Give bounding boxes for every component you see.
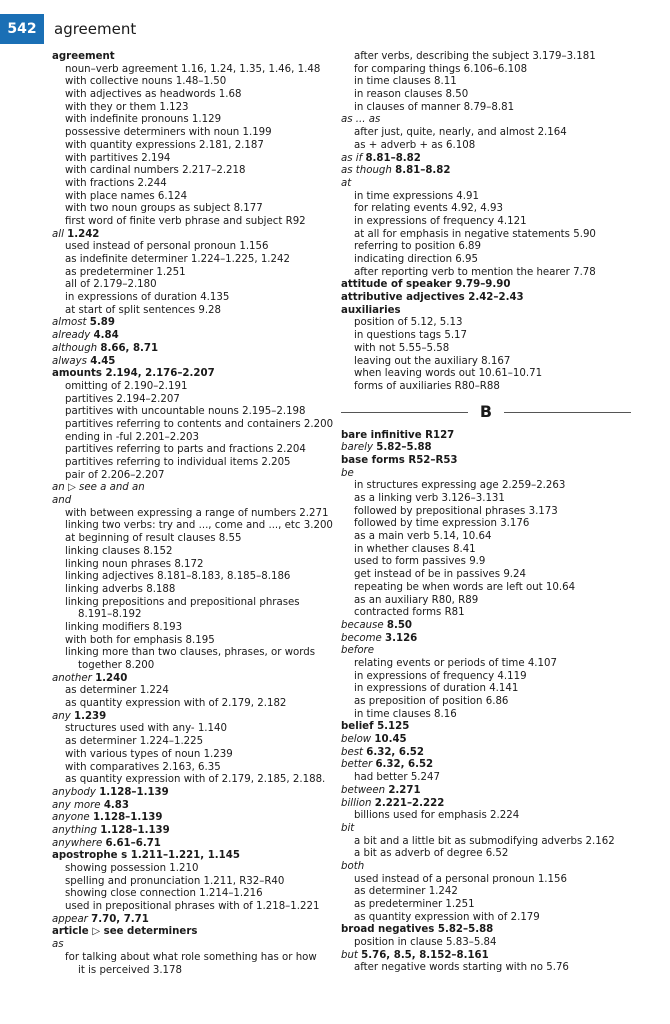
index-entry: noun–verb agreement 1.16, 1.24, 1.35, 1.46, 1.48 — [65, 63, 321, 75]
entry-reference: 8.66, 8.71 — [100, 342, 159, 354]
index-entry: as indefinite determiner 1.224–1.225, 1.242 — [65, 254, 290, 265]
index-entry: before — [341, 645, 375, 657]
index-entry: with indefinite pronouns 1.129 — [65, 114, 222, 126]
entry-headword: but — [341, 949, 358, 961]
right-column-top — [341, 51, 631, 394]
index-entry: with not 5.55–5.58 — [354, 342, 450, 354]
index-entry — [341, 785, 631, 798]
index-entry: with partitives 2.194 — [65, 152, 171, 164]
index-entry: used to form passives 9.9 — [354, 556, 486, 568]
index-entry: 8.191–8.192 — [78, 609, 142, 621]
page-number: 542 — [0, 14, 44, 44]
entry-reference: 6.32, 6.52 — [366, 746, 424, 758]
entry-headword: as if — [341, 152, 363, 164]
index-entry — [52, 356, 322, 369]
index-entry: as predeterminer 1.251 — [354, 899, 475, 910]
index-entry: linking more than two clauses, phrases, or words — [65, 647, 316, 659]
index-entry: first word of finite verb phrase and subject R92 — [65, 215, 306, 227]
index-entry: used instead of personal pronoun 1.156 — [65, 241, 269, 253]
index-entry: contracted forms R81 — [354, 607, 465, 619]
index-entry: both — [341, 860, 365, 872]
index-entry: as — [52, 939, 64, 951]
right-column — [341, 51, 631, 975]
entry-headword: barely — [341, 442, 374, 454]
entry-headword: below — [341, 734, 372, 746]
index-entry: as determiner 1.224–1.225 — [65, 736, 204, 748]
index-entry: linking modifiers 8.193 — [65, 621, 183, 633]
index-entry — [52, 343, 322, 356]
entry-headword: best — [341, 746, 364, 758]
index-entry: linking clauses 8.152 — [65, 545, 173, 557]
index-entry: repeating be when words are left out 10.64 — [354, 581, 576, 593]
entry-headword: any more — [52, 799, 101, 811]
entry-reference: 2.271 — [388, 784, 421, 796]
entry-headword: billion — [341, 797, 372, 809]
entry-headword: become — [341, 632, 382, 644]
index-entry — [52, 673, 322, 686]
index-entry: billions used for emphasis 2.224 — [354, 810, 520, 822]
entry-reference: 1.239 — [73, 710, 107, 722]
index-entry: belief 5.125 — [341, 721, 410, 733]
index-entry — [341, 620, 631, 633]
index-entry: in time clauses 8.16 — [354, 708, 457, 720]
entry-reference: 5.76, 8.5, 8.152–8.161 — [361, 949, 489, 961]
index-entry — [341, 759, 631, 772]
index-entry: relating events or periods of time 4.107 — [354, 657, 557, 669]
index-entry: as a main verb 5.14, 10.64 — [354, 531, 492, 543]
index-entry: with cardinal numbers 2.217–2.218 — [65, 165, 246, 177]
index-entry: followed by prepositional phrases 3.173 — [354, 505, 558, 517]
index-entry: get instead of be in passives 9.24 — [354, 569, 527, 581]
index-entry: partitives referring to contents and containers 2.200 — [65, 418, 334, 430]
index-entry: possessive determiners with noun 1.199 — [65, 127, 272, 139]
index-entry — [341, 633, 631, 646]
index-entry: as determiner 1.242 — [354, 886, 458, 898]
index-entry: structures used with any- 1.140 — [65, 723, 227, 735]
entry-headword: anywhere — [52, 837, 103, 849]
entry-reference: 1.242 — [67, 228, 100, 240]
index-entry: after verbs, describing the subject 3.179–3.181 — [354, 51, 596, 62]
index-entry — [341, 165, 631, 178]
index-entry — [341, 950, 631, 963]
index-entry: in time expressions 4.91 — [354, 190, 479, 202]
index-entry: a bit and a little bit as submodifying adverbs 2.162 — [354, 835, 615, 847]
index-entry: at start of split sentences 9.28 — [65, 304, 222, 316]
entry-reference: 4.84 — [93, 330, 119, 342]
index-entry: be — [341, 467, 354, 479]
index-entry: referring to position 6.89 — [354, 241, 482, 253]
index-entry: after reporting verb to mention the hearer 7.78 — [354, 266, 596, 278]
section-divider — [341, 400, 631, 426]
divider-rule-right — [504, 412, 631, 413]
entry-reference: 8.50 — [386, 619, 413, 631]
index-entry: in expressions of duration 4.135 — [65, 292, 230, 304]
index-entry: with adjectives as headwords 1.68 — [65, 89, 242, 101]
entry-reference: 6.32, 6.52 — [375, 759, 434, 771]
index-entry: amounts 2.194, 2.176–2.207 — [52, 368, 215, 380]
index-entry: bit — [341, 822, 355, 834]
section-letter: B — [479, 402, 493, 422]
index-entry: had better 5.247 — [354, 772, 440, 784]
index-entry: omitting of 2.190–2.191 — [65, 380, 188, 392]
index-entry: with quantity expressions 2.181, 2.187 — [65, 139, 264, 151]
index-entry: with two noun groups as subject 8.177 — [65, 203, 263, 215]
index-entry: partitives with uncountable nouns 2.195–2.198 — [65, 406, 306, 418]
index-entry: agreement — [52, 51, 115, 62]
index-entry: together 8.200 — [78, 660, 155, 671]
index-entry — [52, 787, 322, 800]
index-entry: in questions tags 5.17 — [354, 330, 468, 342]
right-column-bottom — [341, 430, 631, 976]
entry-reference: 1.128–1.139 — [100, 824, 170, 836]
index-entry: in structures expressing age 2.259–2.263 — [354, 480, 566, 492]
index-entry — [52, 812, 322, 825]
entry-reference: 3.126 — [385, 632, 418, 644]
index-entry: for talking about what role something has or how — [65, 951, 317, 963]
index-entry: with collective nouns 1.48–1.50 — [65, 76, 227, 88]
index-entry: partitives 2.194–2.207 — [65, 393, 180, 405]
index-entry: a bit as adverb of degree 6.52 — [354, 848, 509, 860]
entry-headword: already — [52, 330, 91, 342]
index-entry: bare infinitive R127 — [341, 429, 455, 441]
index-entry: with place names 6.124 — [65, 190, 188, 202]
index-entry: as determiner 1.224 — [65, 685, 169, 697]
entry-headword: any — [52, 710, 71, 722]
page-header — [0, 14, 136, 44]
index-entry: with both for emphasis 8.195 — [65, 634, 215, 646]
index-entry: position in clause 5.83–5.84 — [354, 937, 497, 949]
index-entry: spelling and pronunciation 1.211, R32–R40 — [65, 875, 285, 887]
index-entry: as an auxiliary R80, R89 — [354, 594, 479, 606]
divider-rule-left — [341, 412, 468, 413]
entry-reference: 2.221–2.222 — [374, 797, 445, 809]
index-entry: forms of auxiliaries R80–R88 — [354, 380, 500, 392]
index-entry — [341, 734, 631, 747]
index-entry: in whether clauses 8.41 — [354, 543, 476, 555]
entry-reference: 8.81–8.82 — [365, 152, 421, 164]
entry-reference: 1.128–1.139 — [99, 786, 169, 798]
entry-reference: 4.83 — [103, 799, 129, 811]
index-entry — [52, 229, 322, 242]
index-entry — [52, 330, 322, 343]
index-entry — [341, 798, 631, 811]
index-entry: followed by time expression 3.176 — [354, 518, 530, 530]
index-entry — [52, 838, 322, 851]
entry-headword: almost — [52, 317, 87, 329]
index-entry: partitives referring to parts and fractions 2.204 — [65, 444, 306, 456]
entry-reference: 5.89 — [89, 317, 115, 329]
index-entry: linking noun phrases 8.172 — [65, 558, 204, 570]
entry-reference: 5.82–5.88 — [376, 442, 432, 454]
index-entry — [52, 825, 322, 838]
index-entry: with between expressing a range of numbers 2.271 — [65, 507, 329, 519]
index-entry: partitives referring to individual items 2.205 — [65, 457, 291, 468]
index-entry: for relating events 4.92, 4.93 — [354, 203, 503, 215]
index-entry: as a linking verb 3.126–3.131 — [354, 493, 505, 504]
index-entry — [52, 914, 322, 927]
entry-headword: although — [52, 342, 98, 354]
index-entry: showing close connection 1.214–1.216 — [65, 888, 263, 900]
index-entry: after negative words starting with no 5.76 — [354, 962, 569, 974]
index-entry: leaving out the auxiliary 8.167 — [354, 355, 511, 367]
index-entry: pair of 2.206–2.207 — [65, 469, 165, 481]
running-head: agreement — [54, 20, 137, 38]
index-entry: after just, quite, nearly, and almost 2.164 — [354, 127, 567, 139]
index-entry: in reason clauses 8.50 — [354, 89, 469, 101]
entry-reference: 8.81–8.82 — [395, 165, 451, 177]
index-entry: as ... as — [341, 114, 381, 126]
index-entry: broad negatives 5.82–5.88 — [341, 924, 494, 936]
index-entry — [52, 800, 322, 813]
index-entry: article ▷ see determiners — [52, 926, 198, 938]
index-entry: linking prepositions and prepositional phrases — [65, 596, 300, 608]
index-entry: and — [52, 495, 72, 507]
index-entry: as + adverb + as 6.108 — [354, 139, 476, 151]
entry-reference: 1.128–1.139 — [92, 812, 163, 824]
entry-headword: between — [341, 784, 386, 796]
entry-headword: anything — [52, 824, 97, 836]
index-entry: in clauses of manner 8.79–8.81 — [354, 101, 515, 113]
index-entry — [341, 747, 631, 760]
index-entry: linking two verbs: try and ..., come and ..., etc 3.200 — [65, 520, 333, 532]
index-entry: at beginning of result clauses 8.55 — [65, 533, 242, 545]
entry-headword: always — [52, 355, 87, 367]
index-entry — [52, 317, 322, 330]
index-entry: at — [341, 177, 352, 189]
index-entry: in expressions of frequency 4.119 — [354, 670, 527, 682]
index-entry: apostrophe s 1.211–1.221, 1.145 — [52, 850, 240, 862]
entry-reference: 10.45 — [374, 734, 407, 746]
index-entry: with comparatives 2.163, 6.35 — [65, 761, 221, 773]
index-entry: when leaving words out 10.61–10.71 — [354, 368, 543, 380]
entry-headword: as though — [341, 165, 392, 177]
index-entry: indicating direction 6.95 — [354, 254, 478, 265]
index-entry: ending in -ful 2.201–2.203 — [65, 431, 199, 443]
index-entry: all of 2.179–2.180 — [65, 279, 157, 291]
entry-headword: anyone — [52, 812, 90, 824]
index-entry: used instead of a personal pronoun 1.156 — [354, 873, 567, 885]
entry-headword: appear — [52, 913, 88, 925]
index-entry: an ▷ see a and an — [52, 482, 145, 494]
entry-headword: all — [52, 228, 64, 240]
entry-headword: better — [341, 759, 373, 771]
index-entry: position of 5.12, 5.13 — [354, 317, 463, 329]
index-entry: attributive adjectives 2.42–2.43 — [341, 292, 524, 304]
index-entry — [341, 442, 631, 455]
index-entry: as quantity expression with of 2.179, 2.182 — [65, 698, 287, 710]
index-entry: linking adjectives 8.181–8.183, 8.185–8.186 — [65, 571, 291, 583]
index-entry: it is perceived 3.178 — [78, 964, 183, 976]
index-entry: as quantity expression with of 2.179 — [354, 911, 540, 923]
index-entry: with various types of noun 1.239 — [65, 748, 233, 760]
index-entry: in expressions of frequency 4.121 — [354, 215, 527, 227]
index-entry — [341, 153, 631, 166]
index-entry: attitude of speaker 9.79–9.90 — [341, 279, 511, 291]
entry-headword: because — [341, 619, 384, 631]
entry-reference: 4.45 — [90, 355, 116, 367]
index-entry: with they or them 1.123 — [65, 101, 189, 113]
index-entry: as quantity expression with of 2.179, 2.185, 2.188. — [65, 774, 326, 786]
index-entry: used in prepositional phrases with of 1.218–1.221 — [65, 901, 320, 913]
index-entry: in expressions of duration 4.141 — [354, 683, 519, 695]
index-entry: linking adverbs 8.188 — [65, 583, 176, 595]
index-entry: auxiliaries — [341, 304, 401, 316]
index-entry: for comparing things 6.106–6.108 — [354, 63, 528, 75]
index-entry: at all for emphasis in negative statements 5.90 — [354, 228, 596, 240]
entry-headword: anybody — [52, 786, 96, 798]
entry-headword: another — [52, 672, 92, 684]
index-entry: in time clauses 8.11 — [354, 76, 457, 88]
index-entry: as predeterminer 1.251 — [65, 266, 186, 278]
index-entry: showing possession 1.210 — [65, 863, 199, 874]
index-entry: as preposition of position 6.86 — [354, 696, 509, 707]
index-entry — [52, 711, 322, 724]
index-entry: with fractions 2.244 — [65, 177, 167, 189]
index-entry: base forms R52–R53 — [341, 454, 458, 466]
entry-reference: 7.70, 7.71 — [91, 913, 149, 925]
entry-reference: 6.61–6.71 — [105, 837, 161, 849]
entry-reference: 1.240 — [95, 672, 128, 684]
left-column — [52, 51, 334, 977]
